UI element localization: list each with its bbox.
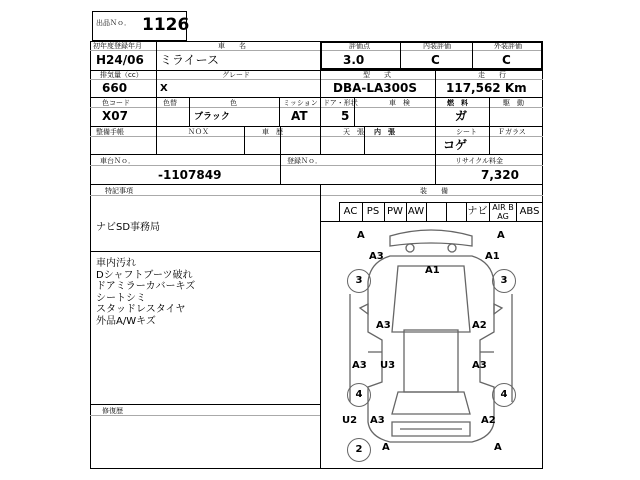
seat-condition: コゲ <box>443 138 468 152</box>
note-line: シートシミ <box>96 292 146 304</box>
label-first-registration: 初年度登録年月 <box>93 42 142 50</box>
note-line: 外品A/Wキズ <box>96 315 156 327</box>
label-model: 型 式 <box>363 71 391 79</box>
equip-blank-1 <box>426 202 446 221</box>
mark-rear-left-bumper: U2 <box>342 415 358 426</box>
label-headliner: 天 張 <box>343 128 364 136</box>
label-nox: ＮＯＸ <box>188 128 209 136</box>
label-doors: ドア・形状 <box>323 99 358 107</box>
label-maintenance-book: 整備手帳 <box>96 128 124 136</box>
exterior-grade: C <box>502 53 511 67</box>
grade: X <box>160 83 168 94</box>
note-line: ドアミラーカバーキズ <box>96 281 196 293</box>
equip-aw: AW <box>407 206 425 217</box>
mark-left-rear: A3 <box>352 360 367 371</box>
label-front-glass: Ｆガラス <box>498 128 526 136</box>
label-repair-history: 修復歴 <box>102 407 123 415</box>
label-chassis-no: 車台Ｎｏ． <box>100 157 135 165</box>
mark-front-left-fender: A3 <box>369 251 384 262</box>
tire-front-right: 3 <box>492 269 516 293</box>
interior-grade: C <box>431 53 440 67</box>
recycle-fee: 7,320 <box>481 168 519 182</box>
doors: 5 <box>341 109 350 123</box>
mark-left-door: A3 <box>376 320 391 331</box>
chassis-no: -1107849 <box>158 168 222 182</box>
label-inspection: 車 検 <box>389 99 410 107</box>
equip-pw: PW <box>387 206 403 217</box>
mark-front-right: A <box>497 230 505 241</box>
notes-list <box>96 258 195 328</box>
label-history: 車 歴 <box>262 128 283 136</box>
first-registration: H24/06 <box>96 53 144 67</box>
label-exterior-grade: 外装評価 <box>494 42 522 50</box>
model-code: DBA-LA300S <box>333 81 417 95</box>
lot-number: 1126 <box>142 15 190 35</box>
displacement: 660 <box>102 81 128 95</box>
label-color-code: 色コード <box>102 99 130 107</box>
mark-rear-right-quarter: A2 <box>481 415 496 426</box>
tire-front-left: 3 <box>347 269 371 293</box>
mark-rear-left-quarter: A3 <box>370 415 385 426</box>
spare-tire: 2 <box>347 438 371 462</box>
equip-ac: AC <box>343 206 358 217</box>
score: 3.0 <box>343 53 365 67</box>
label-seat: シート <box>456 128 477 136</box>
label-fuel: 燃 料 <box>447 99 468 107</box>
label-equipment: 装 備 <box>420 187 448 195</box>
car-diagram <box>320 222 542 468</box>
mark-rear-right: A <box>494 442 502 453</box>
car-name: ミライース <box>160 53 220 67</box>
label-registration-no: 登録Ｎｏ． <box>287 157 322 165</box>
label-car-name: 車 名 <box>218 42 246 50</box>
fuel: ガ <box>455 109 468 123</box>
mark-front-left: A <box>357 230 365 241</box>
transmission: AT <box>291 109 308 123</box>
equip-ps: PS <box>366 206 380 217</box>
mark-right-rear: A3 <box>472 360 487 371</box>
tire-rear-left: 4 <box>347 383 371 407</box>
label-interior-trim: 内 張 <box>374 128 395 136</box>
color: ブラック <box>194 112 230 122</box>
mark-right-door: A2 <box>472 320 487 331</box>
equip-blank-2 <box>446 202 466 221</box>
mileage: 117,562 Km <box>446 81 527 95</box>
mark-rear-left: A <box>382 442 390 453</box>
note-line: スタッドレスタイヤ <box>96 304 186 316</box>
label-transmission: ミッション <box>283 99 318 107</box>
lot-label: 出品Ｎｏ． <box>96 19 131 27</box>
equip-abs: ABS <box>519 206 540 217</box>
label-interior-grade: 内装評価 <box>423 42 451 50</box>
label-score: 評価点 <box>349 42 370 50</box>
mark-front-right-fender: A1 <box>485 251 500 262</box>
label-color-change: 色替 <box>163 99 177 107</box>
equip-airbag: AIR BAG <box>492 203 514 221</box>
label-color: 色 <box>230 99 237 107</box>
label-drive: 駆 動 <box>503 99 524 107</box>
label-special-notes: 特記事項 <box>105 187 133 195</box>
note-line: Dシャフトブーツ破れ <box>96 269 193 281</box>
mark-left-step: U3 <box>380 360 396 371</box>
label-recycle-fee: リサイクル料金 <box>455 157 504 165</box>
note-line: 車内汚れ <box>96 258 136 269</box>
equip-navi: ナビ <box>467 206 488 217</box>
mark-hood: A1 <box>425 265 440 276</box>
note-navi: ナビSD事務局 <box>96 222 161 233</box>
label-mileage: 走 行 <box>478 71 506 79</box>
tire-rear-right: 4 <box>492 383 516 407</box>
label-grade: グレード <box>222 71 250 79</box>
label-displacement: 排気量（cc） <box>100 71 143 79</box>
color-code: X07 <box>102 109 128 123</box>
